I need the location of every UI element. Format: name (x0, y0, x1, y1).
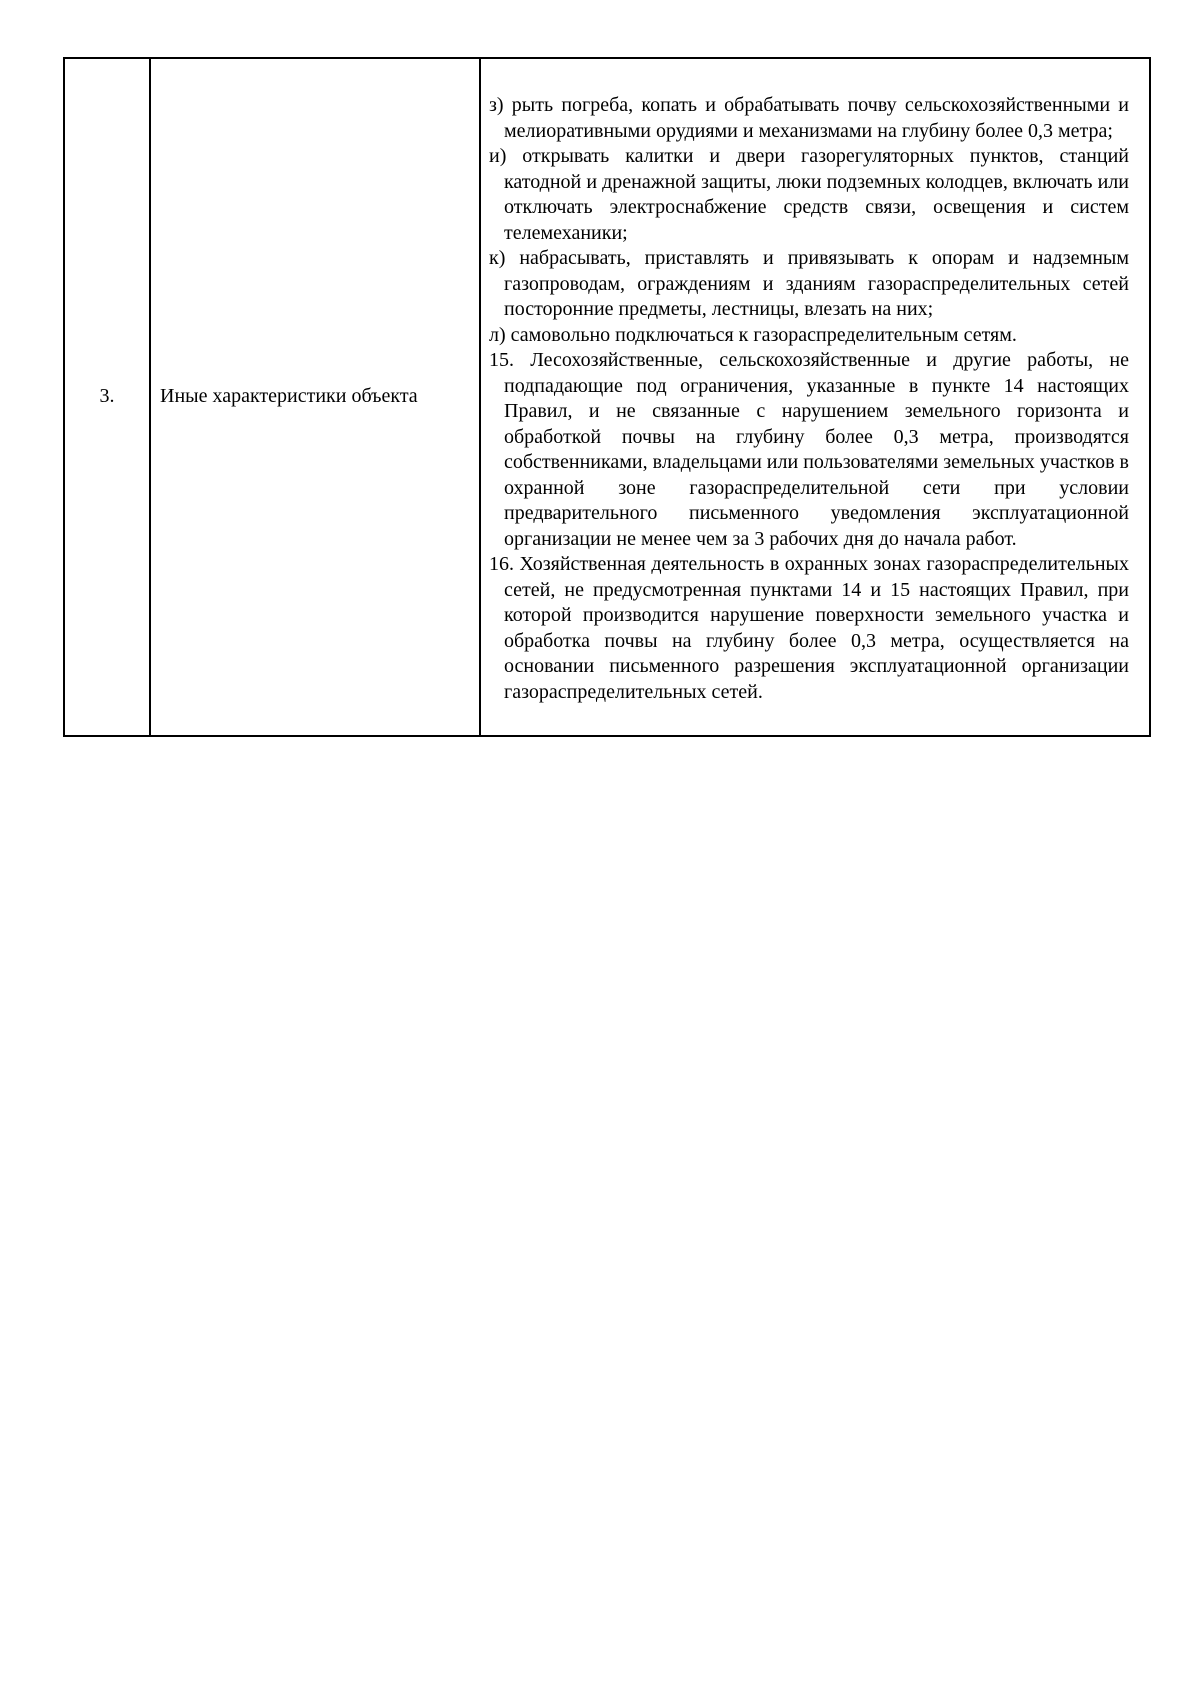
row-number-cell: 3. (64, 58, 150, 736)
paragraph-l: л) самовольно подключаться к газораспределительным сетям. (489, 323, 1017, 346)
paragraph-16: 16. Хозяйственная деятельность в охранных зонах газораспределительных сетей, не предусмотренная пунктами 14 и 15 настоящих Правил, при которой производится нарушение поверхности земельного участка и обработка почвы на глубину более 0,3 метра, осуществляется на основании письменного разрешения эксплуатационной организации газораспределительных сетей. (489, 553, 1129, 703)
paragraph-i: и) открывать калитки и двери газорегуляторных пунктов, станций катодной и дренажной защиты, люки подземных колодцев, включать или отключать электроснабжение средств связи, освещения и систем телемеханики; (489, 145, 1129, 244)
table-row (64, 58, 1150, 736)
row-content-cell (480, 58, 1150, 736)
row-name-cell: Иные характеристики объекта (150, 58, 480, 736)
characteristics-table (63, 57, 1151, 737)
paragraph-k: к) набрасывать, приставлять и привязывать к опорам и надземным газопроводам, ограждениям и зданиям газораспределительных сетей посторонние предметы, лестницы, влезать на них; (489, 247, 1129, 320)
paragraph-15: 15. Лесохозяйственные, сельскохозяйственные и другие работы, не подпадающие под ограничения, указанные в пункте 14 настоящих Правил, и не связанные с нарушением земельного горизонта и обработкой почвы на глубину более 0,3 метра, производятся собственниками, владельцами или пользователями земельных участков в охранной зоне газораспределительной сети при условии предварительного письменного уведомления эксплуатационной организации не менее чем за 3 рабочих дня до начала работ. (489, 349, 1129, 550)
paragraph-z: з) рыть погреба, копать и обрабатывать почву сельскохозяйственными и мелиоративными орудиями и механизмами на глубину более 0,3 метра; (489, 94, 1129, 142)
